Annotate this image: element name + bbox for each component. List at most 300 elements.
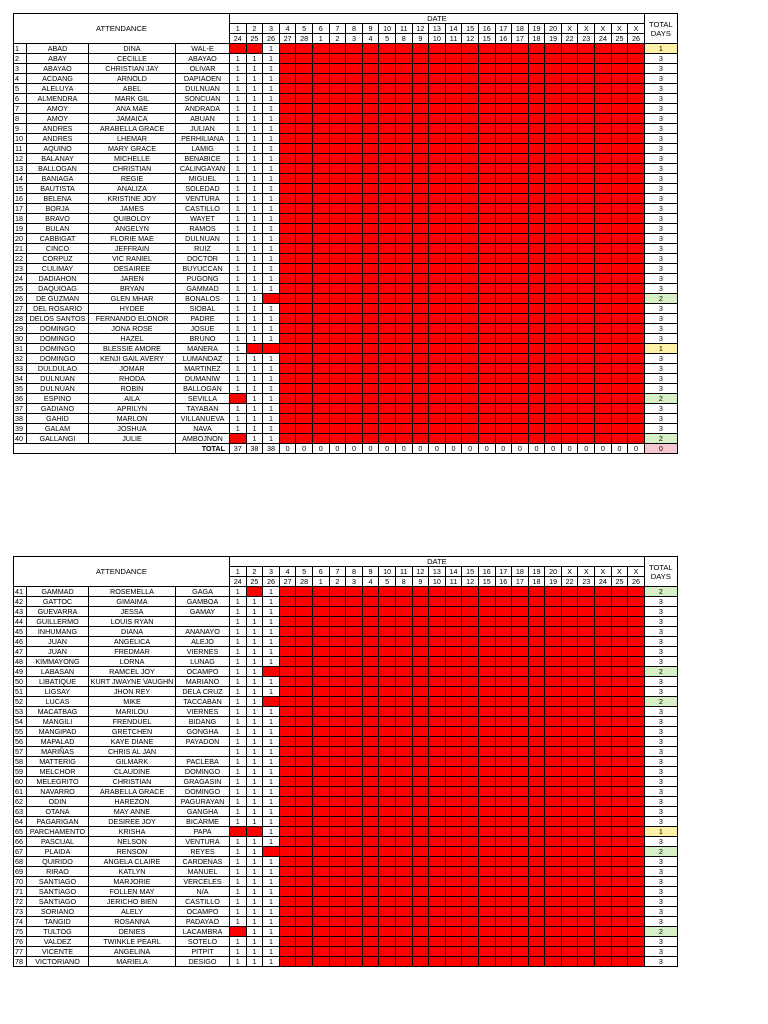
absent-cell — [611, 697, 628, 707]
absent-cell — [296, 64, 313, 74]
row-number: 15 — [14, 184, 27, 194]
last-name: BALLOGAN — [27, 164, 89, 174]
absent-cell — [611, 224, 628, 234]
absent-cell — [611, 807, 628, 817]
absent-cell — [362, 404, 379, 414]
attendance-mark: 1 — [246, 877, 263, 887]
middle-name: RUIZ — [176, 244, 230, 254]
calendar-date: 25 — [246, 34, 263, 44]
day-total: 0 — [611, 444, 628, 454]
student-row — [14, 244, 678, 254]
day-number: 6 — [312, 567, 329, 577]
absent-cell — [296, 917, 313, 927]
absent-cell — [362, 877, 379, 887]
absent-cell — [628, 224, 645, 234]
absent-cell — [478, 897, 495, 907]
middle-name: BONALOS — [176, 294, 230, 304]
absent-cell — [611, 104, 628, 114]
absent-cell — [395, 164, 412, 174]
absent-cell — [462, 404, 479, 414]
absent-cell — [412, 354, 429, 364]
absent-cell — [329, 354, 346, 364]
absent-cell — [395, 334, 412, 344]
absent-cell — [412, 204, 429, 214]
absent-cell — [611, 897, 628, 907]
absent-cell — [279, 787, 296, 797]
absent-cell — [561, 254, 578, 264]
absent-cell — [329, 224, 346, 234]
absent-cell — [412, 184, 429, 194]
absent-cell — [512, 324, 529, 334]
absent-cell — [279, 324, 296, 334]
absent-cell — [545, 314, 562, 324]
attendance-mark: 1 — [263, 304, 280, 314]
absent-cell — [545, 224, 562, 234]
absent-cell — [628, 777, 645, 787]
absent-cell — [346, 334, 363, 344]
student-row — [14, 887, 678, 897]
last-name: SANTIAGO — [27, 887, 89, 897]
absent-cell — [296, 857, 313, 867]
absent-cell — [578, 877, 595, 887]
absent-cell — [462, 647, 479, 657]
attendance-mark: 1 — [263, 897, 280, 907]
absent-cell — [296, 847, 313, 857]
total-days-value: 3 — [644, 837, 677, 847]
attendance-mark: 1 — [263, 354, 280, 364]
total-days-value: 3 — [644, 424, 677, 434]
attendance-mark: 1 — [246, 294, 263, 304]
absent-cell — [628, 587, 645, 597]
absent-cell — [512, 647, 529, 657]
absent-cell — [478, 394, 495, 404]
last-name: SORIANO — [27, 907, 89, 917]
student-row — [14, 354, 678, 364]
student-row — [14, 234, 678, 244]
student-row — [14, 264, 678, 274]
absent-cell — [429, 304, 446, 314]
total-days-label-1: TOTAL — [648, 19, 673, 29]
absent-cell — [429, 74, 446, 84]
absent-cell — [595, 587, 612, 597]
absent-cell — [578, 657, 595, 667]
absent-cell — [362, 64, 379, 74]
absent-cell — [495, 947, 512, 957]
absent-cell — [478, 647, 495, 657]
attendance-mark: 1 — [263, 244, 280, 254]
attendance-mark: 1 — [246, 747, 263, 757]
absent-cell — [379, 434, 396, 444]
absent-cell — [346, 607, 363, 617]
absent-cell — [395, 224, 412, 234]
day-number: 16 — [478, 567, 495, 577]
absent-cell — [578, 587, 595, 597]
absent-cell — [578, 134, 595, 144]
absent-cell — [545, 587, 562, 597]
first-name: HAZEL — [89, 334, 176, 344]
absent-cell — [412, 947, 429, 957]
day-number: 16 — [478, 24, 495, 34]
absent-cell — [312, 144, 329, 154]
absent-cell — [512, 717, 529, 727]
absent-cell — [528, 947, 545, 957]
last-name: TANGID — [27, 917, 89, 927]
attendance-mark: 1 — [246, 124, 263, 134]
total-days-header — [644, 14, 677, 44]
absent-cell — [495, 787, 512, 797]
absent-cell — [429, 244, 446, 254]
attendance-mark: 1 — [230, 617, 247, 627]
absent-cell — [611, 184, 628, 194]
absent-cell — [495, 84, 512, 94]
student-row — [14, 817, 678, 827]
absent-cell — [528, 907, 545, 917]
absent-cell — [611, 737, 628, 747]
absent-cell — [312, 717, 329, 727]
total-days-value: 2 — [644, 847, 677, 857]
absent-cell — [412, 264, 429, 274]
absent-cell — [611, 787, 628, 797]
absent-cell — [578, 927, 595, 937]
total-days-value: 3 — [644, 304, 677, 314]
student-row — [14, 617, 678, 627]
last-name: MELEGRITO — [27, 777, 89, 787]
total-days-value: 2 — [644, 667, 677, 677]
absent-cell — [445, 947, 462, 957]
absent-cell — [312, 154, 329, 164]
absent-cell — [346, 597, 363, 607]
absent-cell — [445, 927, 462, 937]
absent-cell — [346, 787, 363, 797]
absent-cell — [462, 627, 479, 637]
absent-cell — [412, 697, 429, 707]
absent-cell — [595, 767, 612, 777]
absent-cell — [296, 404, 313, 414]
absent-cell — [379, 164, 396, 174]
absent-cell — [611, 837, 628, 847]
absent-cell — [495, 104, 512, 114]
student-row — [14, 214, 678, 224]
absent-cell — [611, 747, 628, 757]
absent-cell — [312, 707, 329, 717]
absent-cell — [395, 847, 412, 857]
absent-cell — [595, 304, 612, 314]
first-name: JONA ROSE — [89, 324, 176, 334]
day-total: 38 — [263, 444, 280, 454]
absent-cell — [528, 677, 545, 687]
absent-cell — [279, 374, 296, 384]
absent-cell — [296, 134, 313, 144]
absent-cell — [628, 727, 645, 737]
absent-cell — [478, 384, 495, 394]
last-name: LUCAS — [27, 697, 89, 707]
absent-cell — [595, 194, 612, 204]
attendance-mark: 1 — [246, 777, 263, 787]
absent-cell — [296, 44, 313, 54]
absent-cell — [528, 154, 545, 164]
attendance-mark: 1 — [230, 717, 247, 727]
row-number: 38 — [14, 414, 27, 424]
absent-cell — [296, 304, 313, 314]
absent-cell — [412, 224, 429, 234]
calendar-date: 25 — [611, 34, 628, 44]
calendar-date: 25 — [611, 577, 628, 587]
middle-name: CASTILLO — [176, 897, 230, 907]
absent-cell — [362, 687, 379, 697]
absent-cell — [628, 204, 645, 214]
absent-cell — [495, 224, 512, 234]
absent-cell — [429, 384, 446, 394]
attendance-mark: 1 — [263, 44, 280, 54]
day-total: 37 — [230, 444, 247, 454]
calendar-date: 5 — [379, 34, 396, 44]
absent-cell — [296, 947, 313, 957]
calendar-date: 19 — [545, 34, 562, 44]
absent-cell — [279, 64, 296, 74]
absent-cell — [478, 747, 495, 757]
absent-cell — [445, 787, 462, 797]
absent-cell — [312, 264, 329, 274]
absent-cell — [512, 877, 529, 887]
absent-cell — [478, 94, 495, 104]
absent-cell — [545, 294, 562, 304]
absent-cell — [395, 587, 412, 597]
student-row — [14, 164, 678, 174]
absent-cell — [412, 827, 429, 837]
absent-cell — [412, 94, 429, 104]
absent-cell — [611, 797, 628, 807]
last-name: KIMMAYONG — [27, 657, 89, 667]
total-days-value: 3 — [644, 647, 677, 657]
absent-cell — [578, 274, 595, 284]
absent-cell — [578, 797, 595, 807]
absent-cell — [611, 94, 628, 104]
student-row — [14, 84, 678, 94]
absent-cell — [395, 404, 412, 414]
calendar-date: 3 — [346, 577, 363, 587]
student-row — [14, 394, 678, 404]
middle-name: OLIVAR — [176, 64, 230, 74]
last-name: DAQUIOAG — [27, 284, 89, 294]
first-name: JEFFRAIN — [89, 244, 176, 254]
absent-cell — [362, 194, 379, 204]
middle-name: WAYET — [176, 214, 230, 224]
attendance-mark: 1 — [263, 104, 280, 114]
absent-cell — [578, 637, 595, 647]
absent-cell — [279, 737, 296, 747]
absent-cell — [628, 344, 645, 354]
middle-name: DULNUAN — [176, 84, 230, 94]
calendar-date: 16 — [495, 34, 512, 44]
absent-cell — [312, 184, 329, 194]
absent-cell — [412, 294, 429, 304]
absent-cell — [595, 737, 612, 747]
row-number: 16 — [14, 194, 27, 204]
attendance-sheet-1 — [13, 13, 678, 454]
absent-cell — [445, 637, 462, 647]
absent-cell — [545, 957, 562, 967]
absent-cell — [445, 757, 462, 767]
absent-cell — [412, 647, 429, 657]
absent-cell — [595, 687, 612, 697]
attendance-mark: 1 — [230, 867, 247, 877]
middle-name: VIERNES — [176, 707, 230, 717]
absent-cell — [395, 907, 412, 917]
row-number: 27 — [14, 304, 27, 314]
attendance-mark: 1 — [263, 767, 280, 777]
absent-cell — [445, 124, 462, 134]
absent-cell — [561, 164, 578, 174]
first-name: DINA — [89, 44, 176, 54]
absent-cell — [528, 374, 545, 384]
day-number: 5 — [296, 24, 313, 34]
last-name: GALLANGI — [27, 434, 89, 444]
absent-cell — [611, 264, 628, 274]
date-header: DATE — [230, 557, 645, 567]
absent-cell — [362, 124, 379, 134]
absent-cell — [611, 907, 628, 917]
absent-cell — [429, 404, 446, 414]
totals-blank — [14, 444, 176, 454]
student-row — [14, 787, 678, 797]
absent-cell — [512, 607, 529, 617]
absent-cell — [512, 54, 529, 64]
absent-cell — [528, 937, 545, 947]
absent-cell — [478, 354, 495, 364]
attendance-mark: 1 — [230, 957, 247, 967]
absent-cell — [362, 807, 379, 817]
absent-cell — [429, 294, 446, 304]
absent-cell — [312, 677, 329, 687]
last-name: DOMINGO — [27, 324, 89, 334]
total-days-value: 3 — [644, 887, 677, 897]
middle-name: PUGONG — [176, 274, 230, 284]
first-name: TWINKLE PEARL — [89, 937, 176, 947]
absent-cell — [561, 697, 578, 707]
first-name: ANALIZA — [89, 184, 176, 194]
absent-cell — [379, 334, 396, 344]
absent-cell — [429, 374, 446, 384]
absent-cell — [478, 927, 495, 937]
absent-cell — [429, 867, 446, 877]
absent-cell — [445, 374, 462, 384]
absent-cell — [578, 414, 595, 424]
absent-cell — [512, 737, 529, 747]
absent-cell — [628, 364, 645, 374]
total-days-value: 3 — [644, 234, 677, 244]
absent-cell — [379, 414, 396, 424]
day-number: 11 — [395, 24, 412, 34]
attendance-mark: 1 — [230, 164, 247, 174]
absent-cell — [595, 144, 612, 154]
day-total: 0 — [595, 444, 612, 454]
attendance-mark: 1 — [246, 807, 263, 817]
attendance-mark: 1 — [230, 144, 247, 154]
middle-name: BIDANG — [176, 717, 230, 727]
absent-cell — [528, 707, 545, 717]
absent-cell — [312, 597, 329, 607]
middle-name: MIGUEL — [176, 174, 230, 184]
total-days-value: 3 — [644, 144, 677, 154]
middle-name: BUYUCCAN — [176, 264, 230, 274]
absent-cell — [462, 394, 479, 404]
absent-cell — [279, 817, 296, 827]
attendance-mark: 1 — [246, 54, 263, 64]
absent-cell — [412, 617, 429, 627]
middle-name: ANDRADA — [176, 104, 230, 114]
absent-cell — [379, 54, 396, 64]
attendance-mark: 1 — [230, 627, 247, 637]
absent-cell — [512, 777, 529, 787]
student-row — [14, 707, 678, 717]
absent-cell — [362, 354, 379, 364]
attendance-mark: 1 — [230, 677, 247, 687]
middle-name: WAL-E — [176, 44, 230, 54]
absent-cell — [395, 84, 412, 94]
day-number: 2 — [246, 567, 263, 577]
absent-cell — [512, 214, 529, 224]
absent-cell — [512, 757, 529, 767]
attendance-mark: 1 — [246, 274, 263, 284]
absent-cell — [395, 947, 412, 957]
absent-cell — [412, 254, 429, 264]
absent-cell — [412, 394, 429, 404]
absent-cell — [628, 767, 645, 777]
absent-cell — [545, 747, 562, 757]
absent-cell — [362, 164, 379, 174]
attendance-mark: 1 — [230, 344, 247, 354]
absent-cell — [329, 607, 346, 617]
absent-cell — [346, 947, 363, 957]
last-name: ABAYAO — [27, 64, 89, 74]
absent-cell — [429, 84, 446, 94]
absent-cell — [362, 907, 379, 917]
absent-cell — [611, 404, 628, 414]
last-name: ANDRES — [27, 124, 89, 134]
absent-cell — [296, 807, 313, 817]
absent-cell — [429, 324, 446, 334]
absent-cell — [379, 627, 396, 637]
absent-cell — [545, 364, 562, 374]
student-row — [14, 404, 678, 414]
middle-name: BICARME — [176, 817, 230, 827]
absent-cell — [495, 847, 512, 857]
absent-cell — [478, 234, 495, 244]
day-number: X — [561, 24, 578, 34]
attendance-mark: 1 — [263, 64, 280, 74]
absent-cell — [412, 84, 429, 94]
absent-cell — [362, 857, 379, 867]
student-row — [14, 837, 678, 847]
attendance-mark: 1 — [246, 174, 263, 184]
absent-cell — [495, 254, 512, 264]
total-days-value: 3 — [644, 54, 677, 64]
row-number: 52 — [14, 697, 27, 707]
row-number: 58 — [14, 757, 27, 767]
absent-cell — [296, 837, 313, 847]
absent-cell — [362, 827, 379, 837]
absent-cell — [362, 937, 379, 947]
absent-cell — [296, 124, 313, 134]
absent-cell — [478, 174, 495, 184]
absent-cell — [329, 274, 346, 284]
absent-cell — [578, 334, 595, 344]
absent-cell — [379, 294, 396, 304]
absent-cell — [312, 174, 329, 184]
absent-cell — [362, 174, 379, 184]
total-days-value: 3 — [644, 917, 677, 927]
student-row — [14, 144, 678, 154]
